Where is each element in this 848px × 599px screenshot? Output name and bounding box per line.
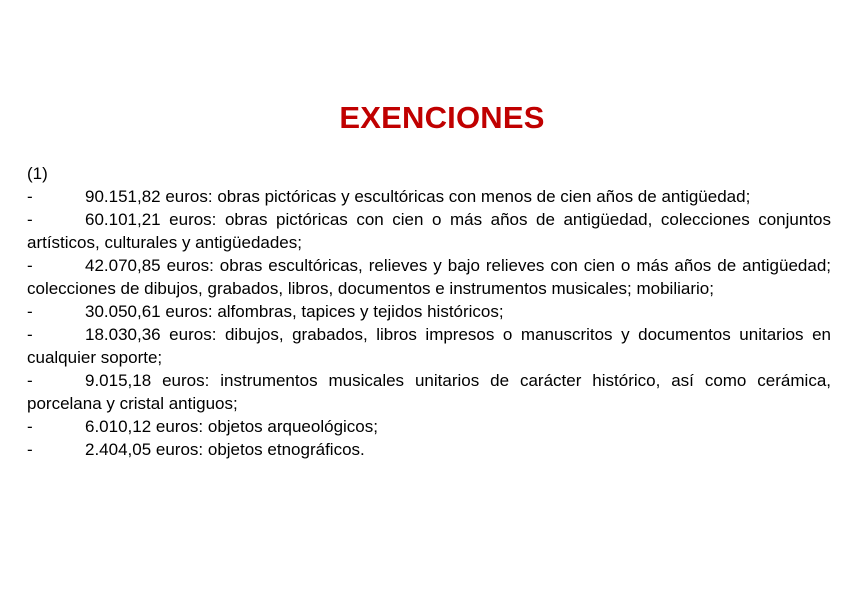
list-item-text: 18.030,36 euros: dibujos, grabados, libros impresos o manuscritos y documentos unitarios en cualquier soporte; [27, 325, 831, 367]
bullet-dash: - [27, 417, 33, 436]
list-item [27, 415, 831, 438]
list-item-text: 2.404,05 euros: objetos etnográficos. [85, 440, 365, 459]
slide-body [27, 162, 831, 461]
list-item-text: 90.151,82 euros: obras pictóricas y escultóricas con menos de cien años de antigüedad; [85, 187, 751, 206]
bullet-dash: - [27, 187, 33, 206]
slide-title: EXENCIONES [339, 100, 545, 135]
list-item [27, 300, 831, 323]
list-item [27, 369, 831, 415]
bullet-dash: - [27, 371, 33, 390]
bullet-dash: - [27, 302, 33, 321]
bullet-dash: - [27, 440, 33, 459]
bullet-dash: - [27, 325, 33, 344]
list-item [27, 438, 831, 461]
list-item [27, 185, 831, 208]
list-item-text: 42.070,85 euros: obras escultóricas, relieves y bajo relieves con cien o más años de antigüedad; colecciones de dibujos, grabados, libros, documentos e instrumentos musicales; mobiliario; [27, 256, 831, 298]
footnote-marker: (1) [27, 164, 48, 183]
list-item [27, 254, 831, 300]
list-item [27, 208, 831, 254]
list-item-text: 60.101,21 euros: obras pictóricas con cien o más años de antigüedad, colecciones conjuntos artísticos, culturales y antigüedades; [27, 210, 831, 252]
list-item-text: 30.050,61 euros: alfombras, tapices y tejidos históricos; [85, 302, 504, 321]
list-item [27, 323, 831, 369]
list-item-text: 9.015,18 euros: instrumentos musicales unitarios de carácter histórico, así como cerámica, porcelana y cristal antiguos; [27, 371, 831, 413]
bullet-dash: - [27, 210, 33, 229]
list-item-text: 6.010,12 euros: objetos arqueológicos; [85, 417, 378, 436]
bullet-dash: - [27, 256, 33, 275]
